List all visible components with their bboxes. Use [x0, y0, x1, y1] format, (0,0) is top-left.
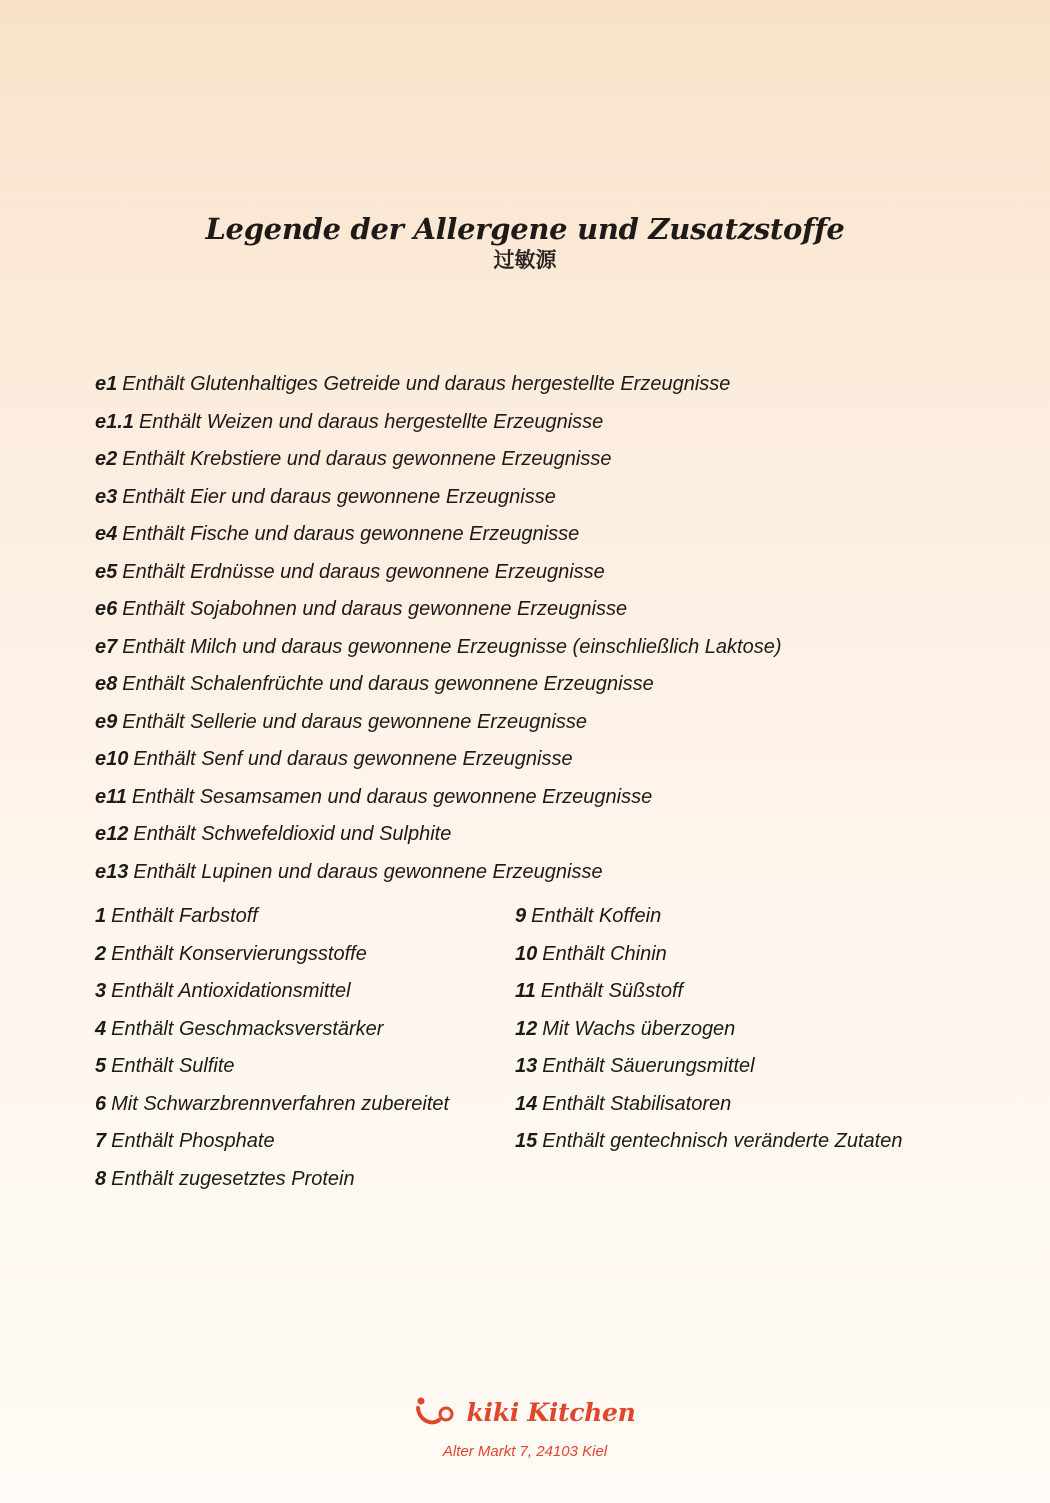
item-code: e3 [95, 485, 118, 508]
list-item [515, 1052, 902, 1090]
item-text: Enthält gentechnisch veränderte Zutaten [542, 1130, 903, 1152]
item-text: Enthält Schwefeldioxid und Sulphite [133, 823, 452, 845]
item-code: 4 [95, 1017, 107, 1040]
item-code: 6 [95, 1092, 107, 1115]
list-item [515, 1090, 902, 1128]
item-code: 2 [95, 942, 107, 965]
list-item [95, 940, 449, 978]
item-code: e11 [95, 785, 127, 808]
item-code: e4 [95, 523, 118, 545]
item-code: e6 [95, 598, 118, 620]
smile-icon [415, 1396, 455, 1428]
list-item [95, 445, 782, 483]
item-code: e5 [95, 560, 118, 583]
item-text: Enthält Eier und daraus gewonnene Erzeugnisse [122, 485, 556, 508]
list-item [95, 902, 449, 940]
list-item [515, 977, 902, 1015]
brand-logo [0, 1396, 1050, 1428]
item-text: Enthält Schalenfrüchte und daraus gewonnene Erzeugnisse [122, 673, 654, 695]
item-text: Enthält Chinin [542, 942, 667, 965]
list-item [95, 633, 782, 671]
list-item [515, 1127, 902, 1165]
item-code: e1.1 [95, 410, 134, 433]
item-text: Enthält Erdnüsse und daraus gewonnene Erzeugnisse [122, 560, 605, 583]
item-code: 5 [95, 1055, 107, 1077]
item-code: e10 [95, 748, 129, 770]
list-item [95, 670, 782, 708]
additive-list-left [95, 902, 449, 1202]
list-item [95, 1052, 449, 1090]
list-item [95, 558, 782, 596]
item-text: Enthält Lupinen und daraus gewonnene Erzeugnisse [133, 860, 603, 883]
item-text: Enthält Krebstiere und daraus gewonnene Erzeugnisse [122, 448, 612, 470]
item-text: Enthält Stabilisatoren [542, 1092, 732, 1115]
item-text: Mit Schwarzbrennverfahren zubereitet [111, 1092, 450, 1115]
item-text: Mit Wachs überzogen [542, 1017, 736, 1040]
page-title: Legende der Allergene und Zusatzstoffe [205, 212, 845, 247]
item-text: Enthält Säuerungsmittel [542, 1055, 755, 1077]
item-text: Enthält Sojabohnen und daraus gewonnene Erzeugnisse [122, 598, 628, 620]
item-code: e1 [95, 373, 118, 395]
item-text: Enthält Geschmacksverstärker [111, 1017, 384, 1040]
list-item [95, 483, 782, 521]
list-item [95, 1165, 449, 1203]
item-text: Enthält Koffein [531, 905, 662, 927]
list-item [95, 977, 449, 1015]
list-item [515, 902, 902, 940]
item-code: 7 [95, 1130, 107, 1152]
brand-name: kiki Kitchen [466, 1397, 636, 1427]
list-item [95, 1015, 449, 1053]
list-item [95, 820, 782, 858]
item-code: e13 [95, 860, 129, 883]
item-code: 9 [515, 905, 527, 927]
list-item [95, 1127, 449, 1165]
allergen-list [95, 370, 782, 895]
item-code: 15 [515, 1130, 538, 1152]
item-text: Enthält Milch und daraus gewonnene Erzeugnisse (einschließlich Laktose) [122, 635, 782, 658]
item-text: Enthält zugesetztes Protein [111, 1167, 355, 1190]
list-item [515, 1015, 902, 1053]
item-text: Enthält Antioxidationsmittel [111, 980, 351, 1002]
item-code: e9 [95, 710, 118, 733]
item-text: Enthält Sellerie und daraus gewonnene Erzeugnisse [122, 710, 588, 733]
item-code: e7 [95, 635, 118, 658]
additive-list-right [515, 902, 902, 1165]
item-code: 14 [515, 1092, 538, 1115]
item-code: e12 [95, 823, 129, 845]
item-text: Enthält Phosphate [111, 1130, 275, 1152]
item-text: Enthält Weizen und daraus hergestellte Erzeugnisse [138, 410, 604, 433]
item-code: 8 [95, 1167, 107, 1190]
item-text: Enthält Konservierungsstoffe [111, 942, 367, 965]
list-item [95, 1090, 449, 1128]
list-item [95, 858, 782, 896]
list-item [95, 370, 782, 408]
item-code: 10 [515, 942, 538, 965]
item-text: Enthält Fische und daraus gewonnene Erzeugnisse [122, 523, 580, 545]
list-item [95, 708, 782, 746]
page-subtitle: 过敏源 [493, 248, 557, 272]
item-text: Enthält Süßstoff [540, 980, 684, 1002]
list-item [95, 783, 782, 821]
item-code: 1 [95, 905, 107, 927]
item-text: Enthält Sulfite [111, 1055, 235, 1077]
item-code: e2 [95, 448, 118, 470]
item-code: 3 [95, 980, 107, 1002]
item-code: e8 [95, 673, 118, 695]
item-text: Enthält Farbstoff [111, 905, 258, 927]
list-item [95, 408, 782, 446]
item-code: 13 [515, 1055, 538, 1077]
list-item [95, 595, 782, 633]
item-code: 12 [515, 1017, 538, 1040]
item-code: 11 [515, 980, 536, 1002]
item-text: Enthält Senf und daraus gewonnene Erzeugnisse [133, 748, 573, 770]
list-item [95, 520, 782, 558]
item-text: Enthält Sesamsamen und daraus gewonnene Erzeugnisse [131, 785, 653, 808]
address-text: Alter Markt 7, 24103 Kiel [442, 1443, 608, 1460]
list-item [95, 745, 782, 783]
list-item [515, 940, 902, 978]
item-text: Enthält Glutenhaltiges Getreide und daraus hergestellte Erzeugnisse [122, 373, 731, 395]
